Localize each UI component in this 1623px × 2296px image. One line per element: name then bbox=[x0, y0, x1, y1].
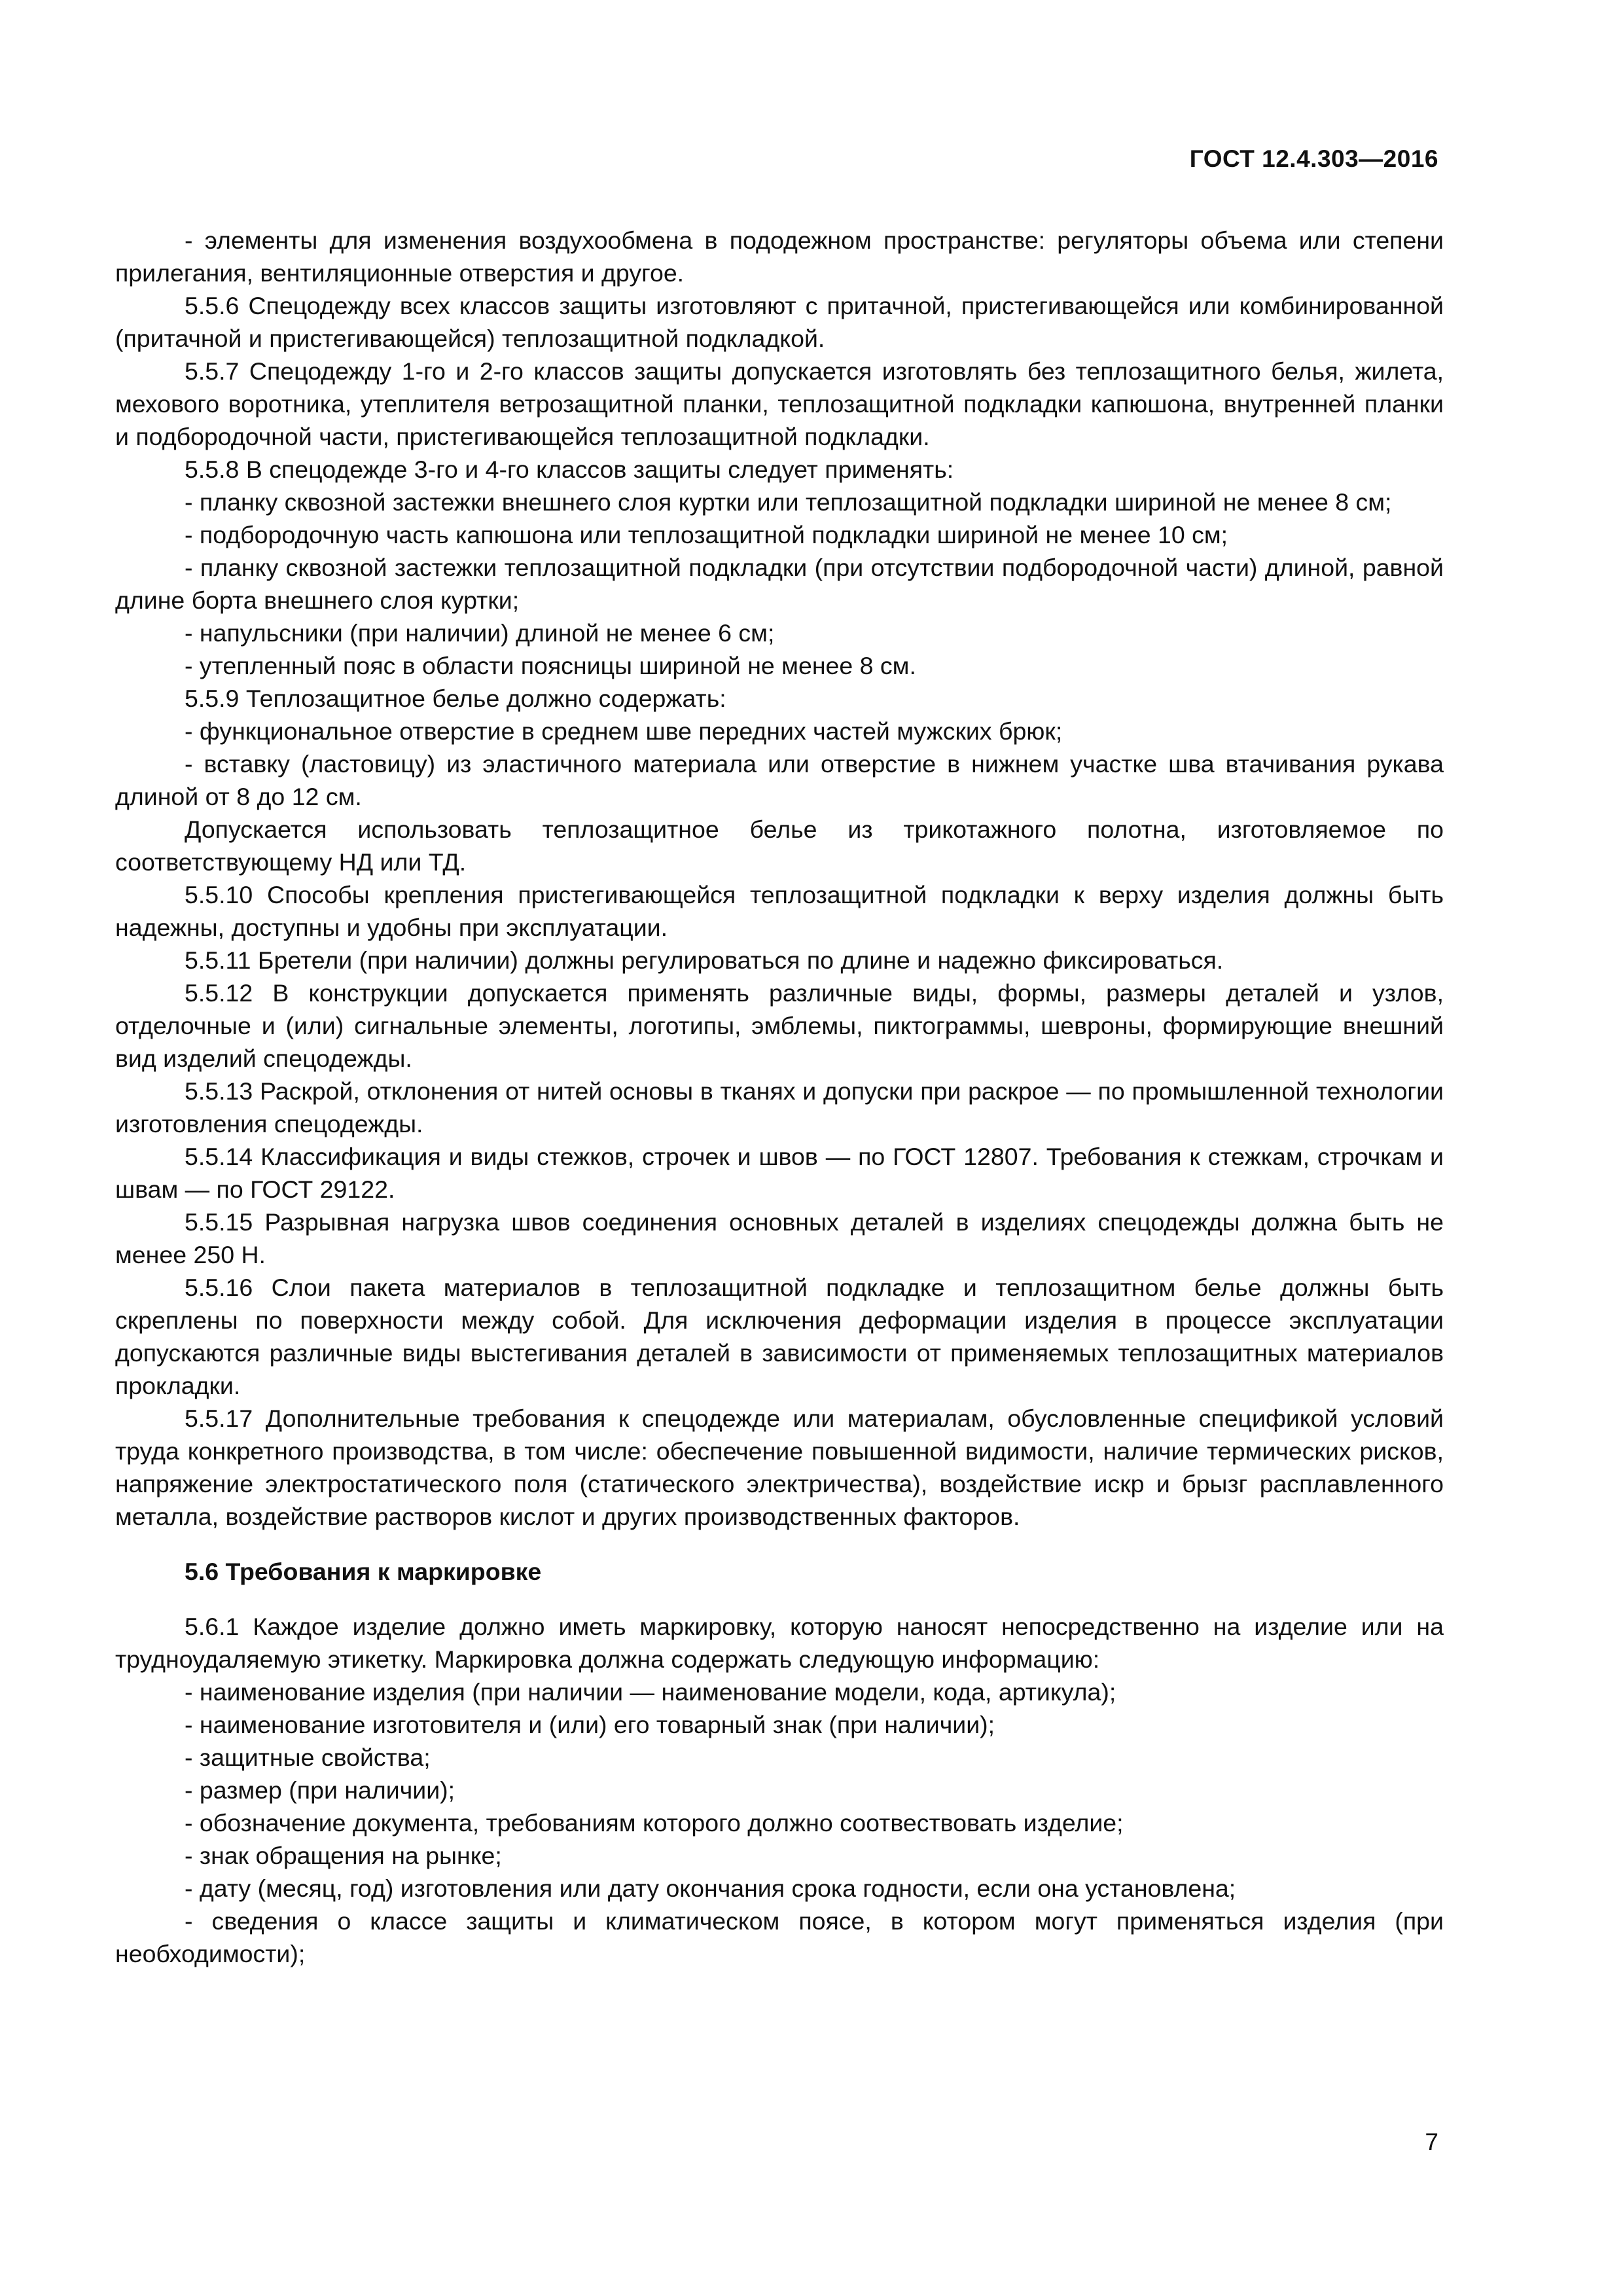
paragraph: 5.5.15 Разрывная нагрузка швов соединения основных деталей в изделиях спецодежды должна быть не менее 250 Н. bbox=[115, 1208, 1444, 1268]
paragraph: - планку сквозной застежки теплозащитной подкладки (при отсутствии подбородочной части) длиной, равной длине борта внешнего слоя куртки; bbox=[115, 554, 1444, 614]
paragraph: - обозначение документа, требованиям которого должно соотвествовать изделие; bbox=[185, 1809, 1124, 1837]
paragraph: - напульсники (при наличии) длиной не менее 6 см; bbox=[185, 619, 775, 647]
section-heading: 5.6 Требования к маркировке bbox=[185, 1558, 542, 1585]
paragraphs-after-section bbox=[115, 1610, 1444, 1970]
paragraph: 5.5.7 Спецодежду 1-го и 2-го классов защиты допускается изготовлять без теплозащитного белья, жилета, мехового воротника, утеплителя ветрозащитной планки, теплозащитной подкладки капюшона, внутренней планки и подбородочной части, пристегивающейся теплозащитной подкладки. bbox=[115, 357, 1444, 450]
paragraph: 5.5.17 Дополнительные требования к спецодежде или материалам, обусловленные спецификой условий труда конкретного производства, в том числе: обеспечение повышенной видимости, наличие термических рисков, напряжение электростатического поля (статического электричества), воздействие искр и брызг расплавленного металла, воздействие растворов кислот и других производственных факторов. bbox=[115, 1405, 1444, 1530]
paragraph: - размер (при наличии); bbox=[185, 1776, 455, 1804]
paragraph: 5.5.11 Бретели (при наличии) должны регулироваться по длине и надежно фиксироваться. bbox=[185, 946, 1224, 974]
paragraph: 5.6.1 Каждое изделие должно иметь маркировку, которую наносят непосредственно на изделие или на трудноудаляемую этикетку. Маркировка должна содержать следующую информацию: bbox=[115, 1613, 1444, 1673]
paragraph: - функциональное отверстие в среднем шве передних частей мужских брюк; bbox=[185, 717, 1063, 745]
paragraph: 5.5.6 Спецодежду всех классов защиты изготовляют с притачной, пристегивающейся или комбинированной (притачной и пристегивающейся) теплозащитной подкладкой. bbox=[115, 292, 1444, 352]
paragraph: - элементы для изменения воздухообмена в пододежном пространстве: регуляторы объема или степени прилегания, вентиляционные отверстия и другое. bbox=[115, 226, 1444, 287]
paragraph: - утепленный пояс в области поясницы шириной не менее 8 см. bbox=[185, 652, 916, 679]
paragraph: - наименование изготовителя и (или) его товарный знак (при наличии); bbox=[185, 1711, 995, 1738]
paragraph: Допускается использовать теплозащитное белье из трикотажного полотна, изготовляемое по соответствующему НД или ТД. bbox=[115, 816, 1444, 876]
document-body bbox=[115, 224, 1444, 1970]
paragraph: - защитные свойства; bbox=[185, 1744, 431, 1771]
paragraph: 5.5.13 Раскрой, отклонения от нитей основы в тканях и допуски при раскрое — по промышленной технологии изготовления спецодежды. bbox=[115, 1077, 1444, 1138]
paragraph: 5.5.8 В спецодежде 3-го и 4-го классов защиты следует применять: bbox=[185, 456, 954, 483]
paragraph: - дату (месяц, год) изготовления или дату окончания срока годности, если она установлена; bbox=[185, 1874, 1236, 1902]
paragraph: 5.5.16 Слои пакета материалов в теплозащитной подкладке и теплозащитном белье должны быть скреплены по поверхности между собой. Для исключения деформации изделия в процессе эксплуатации допускаются различные виды выстегивания деталей в зависимости от применяемых теплозащитных материалов прокладки. bbox=[115, 1274, 1444, 1399]
paragraph: - вставку (ластовицу) из эластичного материала или отверстие в нижнем участке шва втачивания рукава длиной от 8 до 12 см. bbox=[115, 750, 1444, 810]
paragraph: - планку сквозной застежки внешнего слоя куртки или теплозащитной подкладки шириной не менее 8 см; bbox=[185, 488, 1392, 516]
paragraph: 5.5.9 Теплозащитное белье должно содержать: bbox=[185, 685, 726, 712]
paragraph: - подбородочную часть капюшона или теплозащитной подкладки шириной не менее 10 см; bbox=[185, 521, 1228, 548]
paragraph: - знак обращения на рынке; bbox=[185, 1842, 502, 1869]
paragraph: - сведения о классе защиты и климатическом поясе, в котором могут применяться изделия (при необходимости); bbox=[115, 1907, 1444, 1967]
paragraph: 5.5.12 В конструкции допускается применять различные виды, формы, размеры деталей и узлов, отделочные и (или) сигнальные элементы, логотипы, эмблемы, пиктограммы, шевроны, формирующие внешний вид изделий спецодежды. bbox=[115, 979, 1444, 1072]
paragraphs-before-section bbox=[115, 224, 1444, 1533]
paragraph: - наименование изделия (при наличии — наименование модели, кода, артикула); bbox=[185, 1678, 1116, 1706]
page-number: 7 bbox=[1425, 2128, 1438, 2155]
document-code-header: ГОСТ 12.4.303—2016 bbox=[1189, 145, 1438, 172]
paragraph: 5.5.14 Классификация и виды стежков, строчек и швов — по ГОСТ 12807. Требования к стежкам, строчкам и швам — по ГОСТ 29122. bbox=[115, 1143, 1444, 1203]
paragraph: 5.5.10 Способы крепления пристегивающейся теплозащитной подкладки к верху изделия должны быть надежны, доступны и удобны при эксплуатации. bbox=[115, 881, 1444, 941]
